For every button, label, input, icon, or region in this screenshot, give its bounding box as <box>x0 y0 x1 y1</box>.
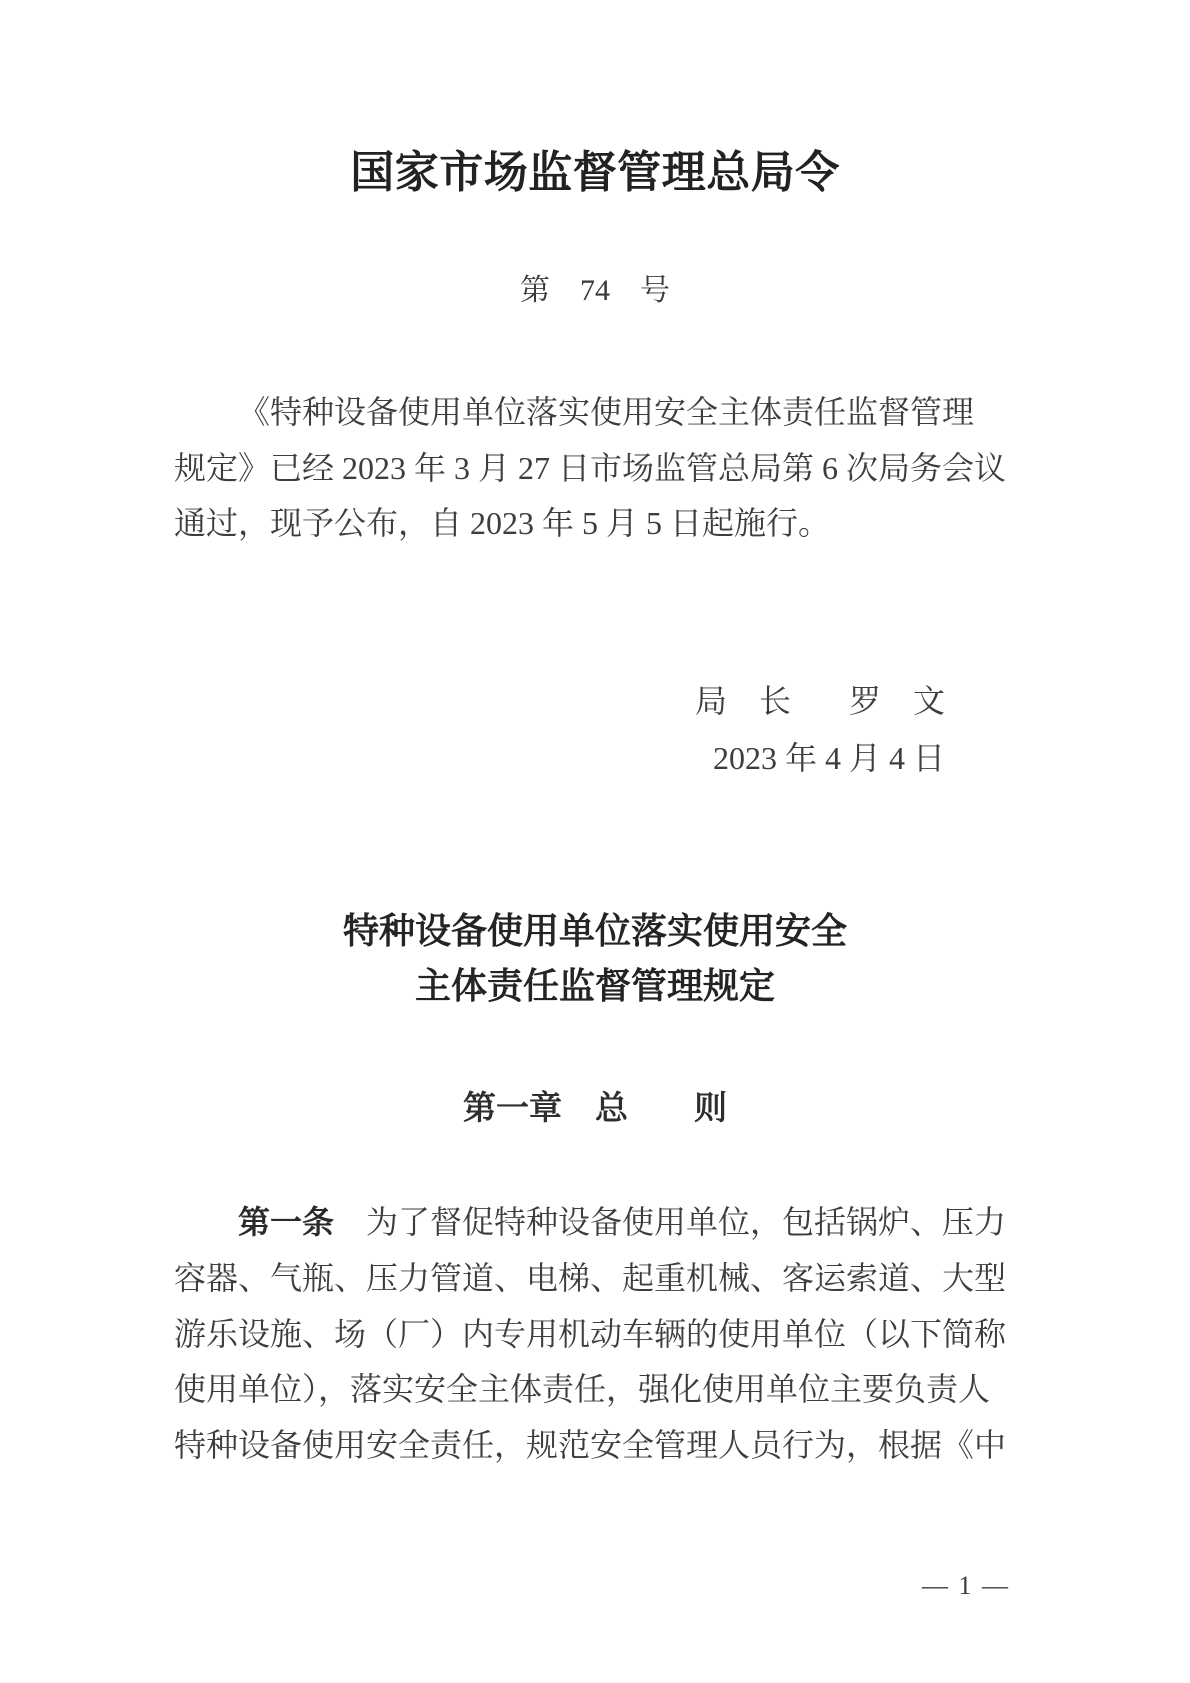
signer-line <box>695 673 945 730</box>
article-text: 为了督促特种设备使用单位，包括锅炉、压力 <box>334 1204 1007 1240</box>
article-line <box>174 1195 1034 1251</box>
signature-block <box>695 673 945 787</box>
article-line: 容器、气瓶、压力管道、电梯、起重机械、客运索道、大型 <box>174 1259 1007 1296</box>
regulation-title-line: 特种设备使用单位落实使用安全 <box>342 910 847 952</box>
article-line: 特种设备使用安全责任，规范安全管理人员行为，根据《中 <box>174 1427 1007 1464</box>
announcement-line: 通过，现予公布，自 2023 年 5 月 5 日起施行。 <box>174 505 831 541</box>
signer-role: 局 长 <box>694 683 791 719</box>
article-line: 使用单位），落实安全主体责任，强化使用单位主要负责人 <box>174 1371 991 1408</box>
article-one-paragraph <box>174 1195 1034 1474</box>
announcement-line: 规定》已经 2023 年 3 月 27 日市场监管总局第 6 次局务会议 <box>174 449 1007 486</box>
page-number: — 1 — <box>922 1571 1010 1600</box>
signer-name: 罗 文 <box>848 683 945 719</box>
announcement-line: 《特种设备使用单位落实使用安全主体责任监督管理 <box>238 394 975 430</box>
regulation-title <box>0 904 1190 1014</box>
order-header-title: 国家市场监督管理总局令 <box>350 147 840 198</box>
signature-date: 2023 年 4 月 4 日 <box>712 740 945 776</box>
article-number: 第一条 <box>238 1204 335 1240</box>
article-line: 游乐设施、场（厂）内专用机动车辆的使用单位（以下简称 <box>174 1315 1007 1352</box>
announcement-paragraph <box>174 385 1034 552</box>
order-number: 第 74 号 <box>520 274 670 307</box>
regulation-title-line: 主体责任监督管理规定 <box>414 965 775 1007</box>
chapter-one-heading: 第一章 总 则 <box>463 1089 727 1126</box>
